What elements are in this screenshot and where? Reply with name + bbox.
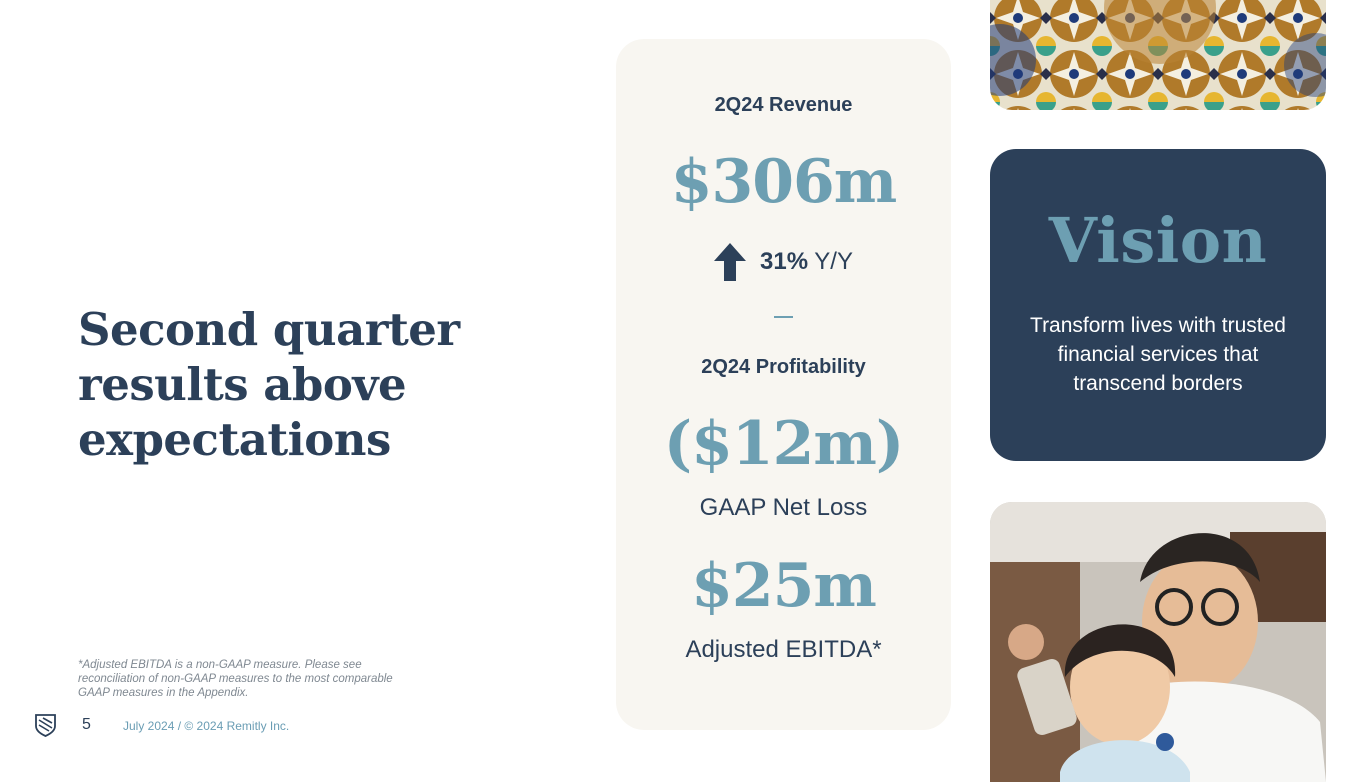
family-photo: [990, 502, 1326, 782]
vision-title: Vision: [1048, 204, 1268, 277]
divider-dash: [774, 316, 793, 318]
vision-card: [990, 149, 1326, 461]
growth-row: [616, 243, 951, 281]
growth-unit: Y/Y: [814, 248, 853, 275]
metrics-card: [616, 39, 951, 730]
mosaic-image: [990, 0, 1326, 110]
footnote: *Adjusted EBITDA is a non-GAAP measure. Please see reconciliation of non-GAAP measures to the most comparable GAAP measures in the Appendix.: [78, 659, 393, 699]
revenue-value: $306m: [670, 147, 897, 217]
net-loss-label: GAAP Net Loss: [699, 494, 868, 521]
ebitda-label: Adjusted EBITDA*: [685, 636, 882, 663]
arrow-up-icon: [714, 243, 746, 281]
net-loss-value: ($12m): [663, 409, 904, 479]
vision-text: Transform lives with trusted financial services that transcend borders: [1030, 314, 1286, 395]
ebitda-value: $25m: [691, 551, 876, 621]
growth-text: [760, 248, 853, 276]
footer-text: July 2024 / © 2024 Remitly Inc.: [123, 719, 290, 733]
revenue-label: 2Q24 Revenue: [714, 94, 853, 116]
slide-headline: Second quarter results above expectations: [78, 303, 460, 466]
profitability-label: 2Q24 Profitability: [701, 356, 866, 378]
remitly-logo-icon: [35, 713, 56, 737]
page-number: 5: [82, 716, 91, 733]
growth-value: 31%: [760, 248, 809, 275]
